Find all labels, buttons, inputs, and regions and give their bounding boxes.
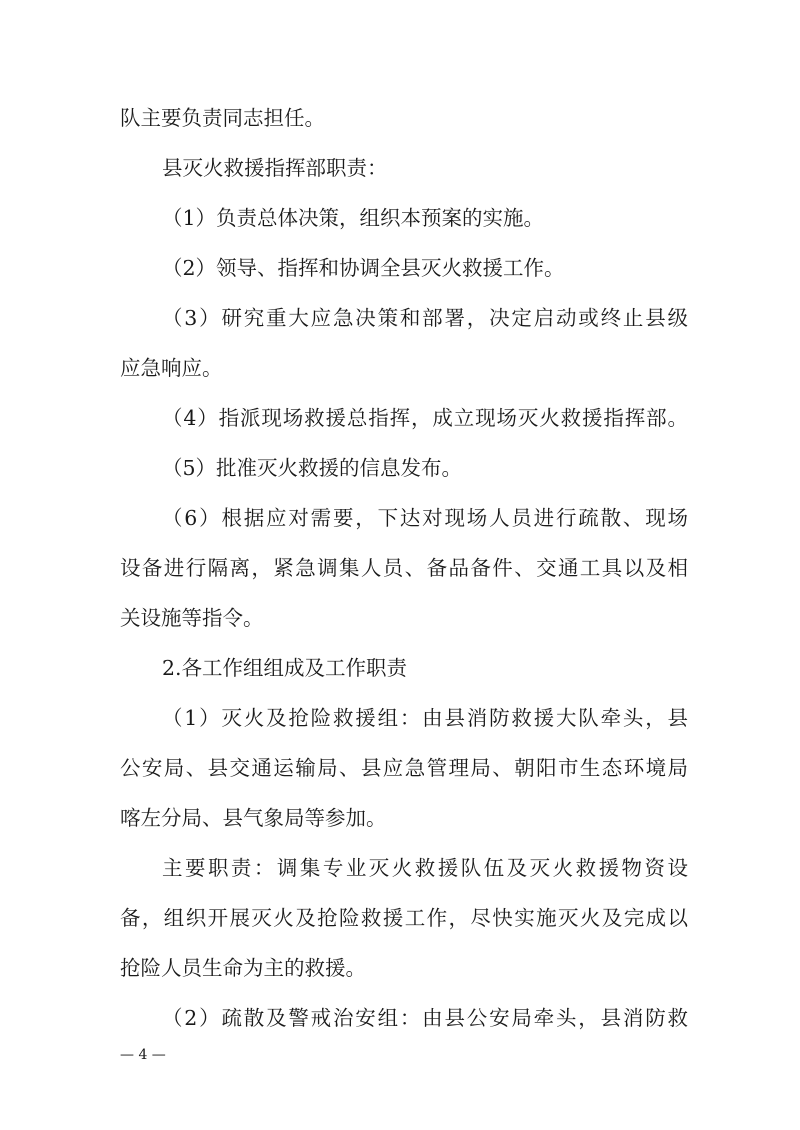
text-line: （1）负责总体决策，组织本预案的实施。: [162, 206, 545, 230]
text-line: （2）疏散及警戒治安组：由县公安局牵头，县消防救: [162, 1006, 688, 1030]
text-line: （4）指派现场救援总指挥，成立现场灭火救援指挥部。: [162, 406, 688, 430]
text-line: 应急响应。: [120, 356, 223, 380]
section-heading: 县灭火救援指挥部职责：: [162, 156, 388, 180]
section-heading: 2.各工作组组成及工作职责: [162, 656, 408, 680]
text-line: 公安局、县交通运输局、县应急管理局、朝阳市生态环境局: [120, 756, 688, 780]
text-line: （1）灭火及抢险救援组：由县消防救援大队牵头，县: [162, 706, 688, 730]
text-line: （6）根据应对需要，下达对现场人员进行疏散、现场: [162, 506, 688, 530]
text-line: （2）领导、指挥和协调全县灭火救援工作。: [162, 256, 565, 280]
text-line: 抢险人员生命为主的救援。: [120, 956, 366, 980]
text-line: 备，组织开展灭火及抢险救援工作，尽快实施灭火及完成以: [120, 906, 688, 930]
text-line: 设备进行隔离，紧急调集人员、备品备件、交通工具以及相: [120, 556, 688, 580]
text-line: （5）批准灭火救援的信息发布。: [162, 456, 463, 480]
text-line: 主要职责：调集专业灭火救援队伍及灭火救援物资设: [162, 856, 688, 880]
text-line: 队主要负责同志担任。: [120, 106, 325, 130]
text-line: （3）研究重大应急决策和部署，决定启动或终止县级: [162, 306, 688, 330]
text-line: 喀左分局、县气象局等参加。: [120, 806, 387, 830]
text-line: 关设施等指令。: [120, 606, 264, 630]
page-number: — 4 —: [120, 1047, 166, 1063]
